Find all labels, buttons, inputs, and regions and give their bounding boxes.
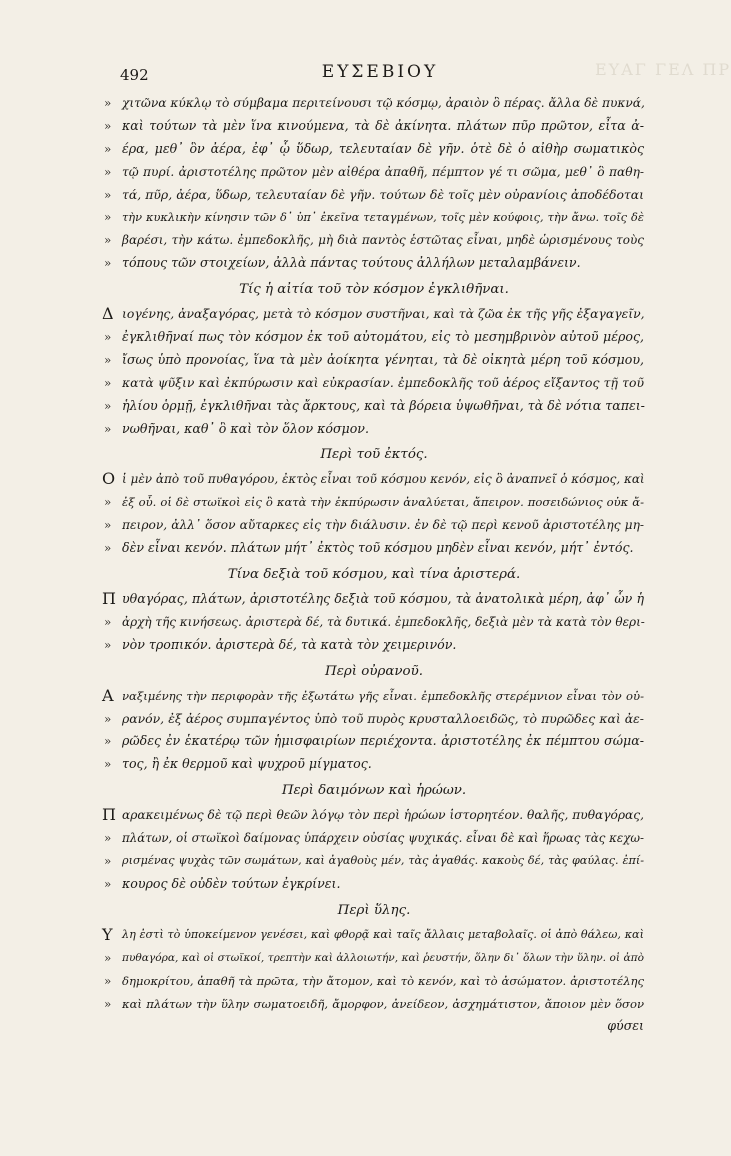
- text-line: [104, 1015, 644, 1038]
- text-line: [104, 537, 644, 560]
- text-line: [104, 634, 644, 657]
- line-text: έρα, μεθ᾽ ὃν ἀέρα, ἐφ᾽ ᾧ ὕδωρ, τελευταίαν δὲ γῆν. ὁτὲ δὲ ὁ αἰθὴρ σωματικὸς: [122, 140, 644, 156]
- running-title: ΕΥΣΕΒΙΟΥ: [321, 62, 439, 82]
- text-line: [104, 708, 644, 731]
- quotation-mark: »: [104, 996, 112, 1011]
- text-line: [104, 947, 644, 970]
- text-line: [104, 115, 644, 138]
- line-text: ρισμένας ψυχὰς τῶν σωμάτων, καὶ ἀγαθοὺς μέν, τὰς ἀγαθάς. κακοὺς δέ, τὰς φαύλας. ἐπί-: [122, 854, 644, 868]
- initial-letter: Α: [102, 685, 114, 705]
- text-line: [104, 161, 644, 184]
- line-text: ἱ μὲν ἀπὸ τοῦ πυθαγόρου, ἐκτὸς εἶναι τοῦ κόσμου κενόν, εἰς ὃ ἀναπνεῖ ὁ κόσμος, καὶ: [122, 472, 645, 487]
- text-line: [104, 970, 644, 993]
- quotation-mark: »: [104, 973, 112, 988]
- quotation-mark: »: [104, 757, 112, 772]
- quotation-mark: »: [104, 398, 112, 413]
- quotation-mark: »: [104, 141, 112, 156]
- initial-letter: Π: [102, 805, 116, 825]
- line-text: νωθῆναι, καθ᾽ ὃ καὶ τὸν ὅλον κόσμον.: [122, 420, 369, 436]
- line-text: τὴν κυκλικὴν κίνησιν τῶν δ᾽ ὑπ᾽ ἐκεῖνα τεταγμένων, τοῖς μὲν κούφοις, τὴν ἄνω. τοῖς δὲ: [122, 210, 644, 225]
- text-line: [104, 827, 644, 850]
- section-heading: Περὶ οὐρανοῦ.: [325, 663, 423, 679]
- section-heading: Τίνα δεξιὰ τοῦ κόσμου, καὶ τίνα ἀριστερά.: [227, 567, 521, 583]
- text-line: [104, 349, 644, 372]
- quotation-mark: »: [104, 876, 112, 891]
- quotation-mark: »: [104, 421, 112, 436]
- line-text: υθαγόρας, πλάτων, ἀριστοτέλης δεξιὰ τοῦ κόσμου, τὰ ἀνατολικὰ μέρη, ἀφ᾽ ὧν ἡ: [122, 591, 644, 607]
- line-text: ἡλίου ὁρμῇ, ἐγκλιθῆναι τὰς ἄρκτους, καὶ τὰ βόρεια ὑψωθῆναι, τὰ δὲ νότια ταπει-: [122, 397, 645, 413]
- quotation-mark: »: [104, 637, 112, 652]
- line-text: καὶ πλάτων τὴν ὕλην σωματοειδῆ, ἄμορφον, ἀνείδεον, ἀσχημάτιστον, ἄποιον μὲν ὅσον: [122, 996, 644, 1011]
- text-line: [104, 303, 644, 326]
- quotation-mark: »: [104, 330, 112, 345]
- quotation-mark: »: [104, 854, 112, 869]
- line-text: λη ἐστὶ τὸ ὑποκείμενον γενέσει, καὶ φθορᾷ καὶ ταῖς ἄλλαις μεταβολαῖς. οἱ ἀπὸ θάλεω, καὶ: [122, 927, 644, 941]
- text-line: [104, 491, 644, 514]
- text-line: [104, 468, 644, 491]
- text-line: [104, 730, 644, 753]
- text-line: [104, 418, 644, 441]
- page-header: [120, 62, 640, 86]
- quotation-mark: »: [104, 352, 112, 367]
- quotation-mark: »: [104, 375, 112, 390]
- text-line: [104, 924, 644, 947]
- section-heading: Περὶ δαιμόνων καὶ ἡρώων.: [281, 783, 467, 799]
- text-line: [104, 184, 644, 207]
- line-text: ρῶδες ἐν ἑκατέρῳ τῶν ἡμισφαιρίων περιέχοντα. ἀριστοτέλης ἐκ πέμπτου σώμα-: [122, 733, 644, 749]
- text-line: [104, 138, 644, 161]
- quotation-mark: »: [104, 187, 112, 202]
- bleed-through-text: ΕΥΑΓ ΓΕΛ ΠΡ: [595, 60, 731, 79]
- line-text: ἀρχὴ τῆς κινήσεως. ἀριστερὰ δέ, τὰ δυτικά. ἐμπεδοκλῆς, δεξιὰ μὲν τὰ κατὰ τὸν θερι-: [122, 614, 645, 629]
- text-line: [104, 873, 644, 896]
- text-line: [104, 685, 644, 708]
- quotation-mark: »: [104, 118, 112, 133]
- text-line: [104, 993, 644, 1016]
- section-heading: Τίς ἡ αἰτία τοῦ τὸν κόσμον ἐγκλιθῆναι.: [239, 282, 509, 298]
- text-line: [104, 850, 644, 873]
- initial-letter: Ο: [102, 469, 116, 489]
- initial-letter: Π: [102, 589, 116, 609]
- text-line: [104, 588, 644, 611]
- section-heading: Περὶ ὕλης.: [337, 902, 411, 918]
- text-line: [104, 326, 644, 349]
- line-text: πειρον, ἀλλ᾽ ὅσον αὔταρκες εἰς τὴν διάλυσιν. ἐν δὲ τῷ περὶ κενοῦ ἀριστοτέλης μη-: [122, 518, 644, 533]
- line-text: φύσει: [607, 1018, 644, 1034]
- line-text: κατὰ ψῦξιν καὶ ἐκπύρωσιν καὶ εὐκρασίαν. ἐμπεδοκλῆς τοῦ ἀέρος εἴξαντος τῇ τοῦ: [122, 374, 644, 390]
- text-body: [104, 92, 644, 1038]
- line-text: δημοκρίτου, ἀπαθῆ τὰ πρῶτα, τὴν ἄτομον, καὶ τὸ κενόν, καὶ τὸ ἀσώματον. ἀριστοτέλης: [122, 973, 644, 988]
- section-heading: Περὶ τοῦ ἐκτός.: [320, 447, 428, 463]
- quotation-mark: »: [104, 831, 112, 846]
- line-text: χιτῶνα κύκλῳ τὸ σύμβαμα περιτείνουσι τῷ κόσμῳ, ἀραιὸν ὃ πέρας. ἄλλα δὲ πυκνά,: [122, 96, 645, 110]
- line-text: πυθαγόρα, καὶ οἱ στωϊκοί, τρεπτὴν καὶ ἀλλοιωτήν, καὶ ῥευστήν, ὅλην δι᾽ ὅλων τὴν ὕλην. οἱ ἀπὸ: [122, 951, 644, 964]
- quotation-mark: »: [104, 164, 112, 179]
- line-text: κουρος δὲ οὐδὲν τούτων ἐγκρίνει.: [122, 875, 341, 891]
- quotation-mark: »: [104, 950, 112, 965]
- quotation-mark: »: [104, 96, 112, 110]
- quotation-mark: »: [104, 614, 112, 629]
- line-text: ἐγκλιθῆναί πως τὸν κόσμον ἐκ τοῦ αὐτομάτου, εἰς τὸ μεσημβρινὸν αὐτοῦ μέρος,: [122, 329, 644, 345]
- quotation-mark: »: [104, 711, 112, 726]
- text-line: [104, 229, 644, 252]
- initial-letter: Υ: [102, 924, 113, 944]
- line-text: δὲν εἶναι κενόν. πλάτων μήτ᾽ ἐκτὸς τοῦ κόσμου μηδὲν εἶναι κενόν, μήτ᾽ ἐντός.: [122, 540, 634, 556]
- quotation-mark: »: [104, 518, 112, 533]
- line-text: τος, ἢ ἐκ θερμοῦ καὶ ψυχροῦ μίγματος.: [122, 756, 372, 772]
- line-text: ιογένης, ἀναξαγόρας, μετὰ τὸ κόσμον συστῆναι, καὶ τὰ ζῶα ἐκ τῆς γῆς ἐξαγαγεῖν,: [122, 306, 645, 322]
- line-text: ρανόν, ἐξ ἀέρος συμπαγέντος ὑπὸ τοῦ πυρὸς κρυσταλλοειδῶς, τὸ πυρῶδες καὶ ἀε-: [122, 710, 644, 726]
- line-text: τά, πῦρ, ἀέρα, ὕδωρ, τελευταίαν δὲ γῆν. τούτων δὲ τοῖς μὲν οὐρανίοις ἀποδέδοται: [122, 186, 644, 202]
- text-line: [104, 92, 644, 115]
- quotation-mark: »: [104, 541, 112, 556]
- text-line: [104, 372, 644, 395]
- line-text: αρακειμένως δὲ τῷ περὶ θεῶν λόγῳ τὸν περὶ ἡρώων ἱστορητέον. θαλῆς, πυθαγόρας,: [122, 808, 644, 823]
- line-text: καὶ τούτων τὰ μὲν ἵνα κινούμενα, τὰ δὲ ἀκίνητα. πλάτων πῦρ πρῶτον, εἶτα ἀ-: [122, 117, 644, 133]
- text-line: [104, 611, 644, 634]
- text-line: [104, 206, 644, 229]
- quotation-mark: »: [104, 734, 112, 749]
- initial-letter: Δ: [102, 304, 114, 324]
- page-number: 492: [120, 66, 149, 84]
- text-line: [104, 753, 644, 776]
- quotation-mark: »: [104, 256, 112, 271]
- quotation-mark: »: [104, 495, 112, 510]
- line-text: ἐξ οὗ. οἱ δὲ στωϊκοὶ εἰς ὃ κατὰ τὴν ἐκπύρωσιν ἀναλύεται, ἄπειρον. ποσειδώνιος οὐκ ἄ-: [122, 495, 644, 510]
- quotation-mark: »: [104, 233, 112, 248]
- line-text: πλάτων, οἱ στωϊκοὶ δαίμονας ὑπάρχειν οὐσίας ψυχικάς. εἶναι δὲ καὶ ἥρωας τὰς κεχω-: [122, 831, 644, 846]
- line-text: τόπους τῶν στοιχείων, ἀλλὰ πάντας τούτους ἀλλήλων μεταλαμβάνειν.: [122, 255, 581, 271]
- line-text: τῷ πυρί. ἀριστοτέλης πρῶτον μὲν αἰθέρα ἀπαθῆ, πέμπτον γέ τι σῶμα, μεθ᾽ ὃ παθη-: [122, 164, 644, 179]
- text-line: [104, 252, 644, 275]
- quotation-mark: »: [104, 210, 112, 225]
- line-text: ἴσως ὑπὸ προνοίας, ἵνα τὰ μὲν ἀοίκητα γένηται, τὰ δὲ οἰκητὰ μέρη τοῦ κόσμου,: [122, 351, 644, 367]
- text-line: [104, 514, 644, 537]
- text-line: [104, 395, 644, 418]
- line-text: νὸν τροπικόν. ἀριστερὰ δέ, τὰ κατὰ τὸν χειμερινόν.: [122, 636, 457, 652]
- line-text: βαρέσι, τὴν κάτω. ἐμπεδοκλῆς, μὴ διὰ παντὸς ἑστῶτας εἶναι, μηδὲ ὡρισμένους τοὺς: [122, 233, 644, 248]
- text-line: [104, 804, 644, 827]
- line-text: ναξιμένης τὴν περιφορὰν τῆς ἐξωτάτω γῆς εἶναι. ἐμπεδοκλῆς στερέμνιον εἶναι τὸν οὐ-: [122, 688, 644, 703]
